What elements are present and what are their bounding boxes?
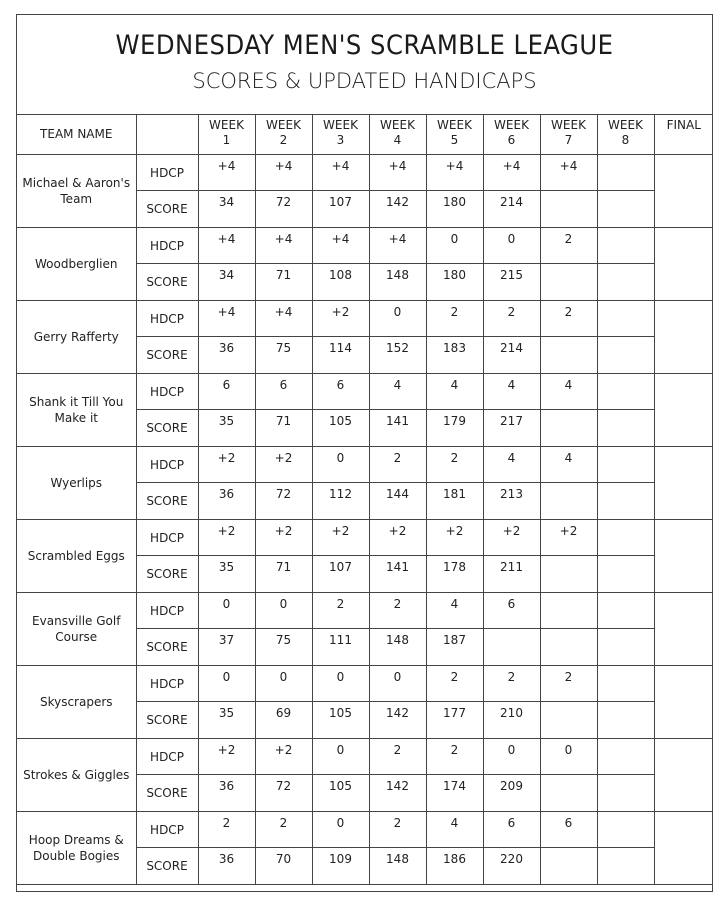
score-cell xyxy=(540,775,597,812)
score-cell: 34 xyxy=(198,191,255,228)
score-label: SCORE xyxy=(136,848,198,885)
hdcp-cell: +2 xyxy=(198,447,255,483)
score-label: SCORE xyxy=(136,483,198,520)
score-cell: 36 xyxy=(198,775,255,812)
score-cell xyxy=(540,556,597,593)
hdcp-cell: 0 xyxy=(312,812,369,848)
team-name: Hoop Dreams & Double Bogies xyxy=(17,812,136,885)
final-cell xyxy=(654,666,713,739)
hdcp-cell: 2 xyxy=(540,301,597,337)
table-body xyxy=(17,155,713,885)
hdcp-cell: 0 xyxy=(312,739,369,775)
hdcp-cell: +2 xyxy=(255,520,312,556)
score-label: SCORE xyxy=(136,556,198,593)
hdcp-cell: 2 xyxy=(198,812,255,848)
hdcp-cell xyxy=(597,301,654,337)
hdcp-cell: +4 xyxy=(255,301,312,337)
score-cell xyxy=(540,264,597,301)
hdcp-label: HDCP xyxy=(136,228,198,264)
hdcp-cell: 2 xyxy=(426,447,483,483)
hdcp-cell: +4 xyxy=(312,155,369,191)
hdcp-cell: 6 xyxy=(255,374,312,410)
score-cell: 148 xyxy=(369,848,426,885)
team-name: Michael & Aaron's Team xyxy=(17,155,136,228)
score-cell: 35 xyxy=(198,556,255,593)
score-cell xyxy=(597,337,654,374)
score-cell: 174 xyxy=(426,775,483,812)
score-cell: 178 xyxy=(426,556,483,593)
hdcp-cell: 2 xyxy=(540,666,597,702)
hdcp-cell: 4 xyxy=(426,812,483,848)
hdcp-cell: +4 xyxy=(255,155,312,191)
score-cell: 215 xyxy=(483,264,540,301)
hdcp-cell: 4 xyxy=(483,374,540,410)
score-cell: 180 xyxy=(426,264,483,301)
hdcp-cell xyxy=(597,374,654,410)
score-label: SCORE xyxy=(136,337,198,374)
score-label: SCORE xyxy=(136,629,198,666)
final-cell xyxy=(654,155,713,228)
hdcp-cell: 2 xyxy=(426,666,483,702)
hdcp-cell: 0 xyxy=(198,666,255,702)
team-name: Wyerlips xyxy=(17,447,136,520)
hdcp-cell xyxy=(597,739,654,775)
score-cell xyxy=(597,556,654,593)
score-cell: 144 xyxy=(369,483,426,520)
score-cell xyxy=(597,848,654,885)
score-cell: 209 xyxy=(483,775,540,812)
final-cell xyxy=(654,374,713,447)
score-cell: 112 xyxy=(312,483,369,520)
hdcp-cell: 2 xyxy=(369,447,426,483)
hdcp-cell: +4 xyxy=(369,155,426,191)
score-cell: 72 xyxy=(255,483,312,520)
score-cell: 148 xyxy=(369,629,426,666)
score-cell: 36 xyxy=(198,337,255,374)
final-cell xyxy=(654,739,713,812)
week-header: WEEK 6 xyxy=(483,115,540,155)
score-cell: 105 xyxy=(312,775,369,812)
score-cell xyxy=(540,410,597,447)
hdcp-cell: 4 xyxy=(369,374,426,410)
score-cell: 34 xyxy=(198,264,255,301)
hdcp-cell: 2 xyxy=(255,812,312,848)
score-cell: 142 xyxy=(369,775,426,812)
final-cell xyxy=(654,812,713,885)
score-cell: 210 xyxy=(483,702,540,739)
score-cell: 152 xyxy=(369,337,426,374)
hdcp-cell xyxy=(540,593,597,629)
score-cell: 111 xyxy=(312,629,369,666)
score-cell xyxy=(597,264,654,301)
hdcp-cell: +2 xyxy=(312,301,369,337)
team-name: Skyscrapers xyxy=(17,666,136,739)
hdcp-cell: 2 xyxy=(369,739,426,775)
hdcp-cell: +2 xyxy=(255,739,312,775)
hdcp-cell: 2 xyxy=(483,301,540,337)
score-label: SCORE xyxy=(136,775,198,812)
hdcp-cell: 0 xyxy=(198,593,255,629)
team-name-header: TEAM NAME xyxy=(17,115,136,155)
score-cell xyxy=(597,702,654,739)
score-cell: 213 xyxy=(483,483,540,520)
hdcp-cell: +4 xyxy=(255,228,312,264)
score-cell: 177 xyxy=(426,702,483,739)
score-cell: 75 xyxy=(255,337,312,374)
hdcp-cell: +4 xyxy=(312,228,369,264)
hdcp-label: HDCP xyxy=(136,155,198,191)
hdcp-cell: 0 xyxy=(312,447,369,483)
hdcp-cell: 0 xyxy=(369,301,426,337)
week-header: WEEK 4 xyxy=(369,115,426,155)
hdcp-cell xyxy=(597,228,654,264)
score-cell: 70 xyxy=(255,848,312,885)
hdcp-cell: +2 xyxy=(483,520,540,556)
title-block xyxy=(17,15,712,115)
table-row-hdcp xyxy=(17,666,713,702)
score-cell: 142 xyxy=(369,191,426,228)
hdcp-cell: 4 xyxy=(540,447,597,483)
score-cell: 141 xyxy=(369,556,426,593)
hdcp-cell: +4 xyxy=(198,301,255,337)
table-row-hdcp xyxy=(17,228,713,264)
hdcp-cell: 2 xyxy=(369,812,426,848)
hdcp-cell: 0 xyxy=(483,739,540,775)
table-row-hdcp xyxy=(17,593,713,629)
page-subtitle: SCORES & UPDATED HANDICAPS xyxy=(192,69,537,93)
hdcp-cell: +4 xyxy=(198,155,255,191)
score-cell xyxy=(597,775,654,812)
label-header xyxy=(136,115,198,155)
score-cell xyxy=(540,702,597,739)
team-name: Shank it Till You Make it xyxy=(17,374,136,447)
score-cell: 75 xyxy=(255,629,312,666)
score-cell xyxy=(540,848,597,885)
score-cell: 72 xyxy=(255,191,312,228)
team-name: Gerry Rafferty xyxy=(17,301,136,374)
hdcp-cell: +2 xyxy=(312,520,369,556)
hdcp-cell: 6 xyxy=(483,812,540,848)
final-cell xyxy=(654,228,713,301)
score-label: SCORE xyxy=(136,264,198,301)
hdcp-cell: +2 xyxy=(426,520,483,556)
hdcp-cell: 2 xyxy=(540,228,597,264)
score-cell: 71 xyxy=(255,410,312,447)
scores-table xyxy=(17,115,713,885)
score-cell: 71 xyxy=(255,264,312,301)
score-cell: 211 xyxy=(483,556,540,593)
final-header: FINAL xyxy=(654,115,713,155)
hdcp-cell: 0 xyxy=(255,666,312,702)
hdcp-cell: 0 xyxy=(312,666,369,702)
hdcp-cell: 2 xyxy=(426,739,483,775)
hdcp-cell: 0 xyxy=(369,666,426,702)
score-cell: 214 xyxy=(483,337,540,374)
header-row xyxy=(17,115,713,155)
score-label: SCORE xyxy=(136,702,198,739)
score-cell: 37 xyxy=(198,629,255,666)
team-name: Woodberglien xyxy=(17,228,136,301)
hdcp-cell: +4 xyxy=(426,155,483,191)
score-cell: 69 xyxy=(255,702,312,739)
score-cell xyxy=(540,483,597,520)
score-cell: 36 xyxy=(198,848,255,885)
score-sheet xyxy=(16,14,713,892)
week-header: WEEK 3 xyxy=(312,115,369,155)
hdcp-cell: 2 xyxy=(312,593,369,629)
hdcp-cell: +2 xyxy=(198,739,255,775)
score-cell: 108 xyxy=(312,264,369,301)
score-cell: 36 xyxy=(198,483,255,520)
table-row-hdcp xyxy=(17,301,713,337)
hdcp-cell: +2 xyxy=(540,520,597,556)
hdcp-cell: 0 xyxy=(255,593,312,629)
score-cell: 71 xyxy=(255,556,312,593)
score-cell: 141 xyxy=(369,410,426,447)
hdcp-cell: 6 xyxy=(483,593,540,629)
hdcp-cell xyxy=(597,812,654,848)
score-cell: 107 xyxy=(312,556,369,593)
hdcp-label: HDCP xyxy=(136,520,198,556)
hdcp-cell: 2 xyxy=(426,301,483,337)
table-row-hdcp xyxy=(17,812,713,848)
table-row-hdcp xyxy=(17,374,713,410)
team-name: Strokes & Giggles xyxy=(17,739,136,812)
score-cell: 183 xyxy=(426,337,483,374)
hdcp-cell: +4 xyxy=(369,228,426,264)
hdcp-label: HDCP xyxy=(136,739,198,775)
hdcp-cell: 6 xyxy=(198,374,255,410)
score-cell: 217 xyxy=(483,410,540,447)
hdcp-cell xyxy=(597,666,654,702)
team-name: Scrambled Eggs xyxy=(17,520,136,593)
table-row-hdcp xyxy=(17,155,713,191)
week-header: WEEK 5 xyxy=(426,115,483,155)
score-cell: 187 xyxy=(426,629,483,666)
score-label: SCORE xyxy=(136,410,198,447)
hdcp-cell: 4 xyxy=(540,374,597,410)
hdcp-cell: +2 xyxy=(255,447,312,483)
score-cell: 109 xyxy=(312,848,369,885)
score-cell xyxy=(597,191,654,228)
score-cell: 35 xyxy=(198,702,255,739)
team-name: Evansville Golf Course xyxy=(17,593,136,666)
hdcp-cell: 0 xyxy=(540,739,597,775)
score-label: SCORE xyxy=(136,191,198,228)
week-header: WEEK 2 xyxy=(255,115,312,155)
hdcp-cell xyxy=(597,520,654,556)
score-cell: 186 xyxy=(426,848,483,885)
page-title: WEDNESDAY MEN'S SCRAMBLE LEAGUE xyxy=(115,30,614,61)
hdcp-label: HDCP xyxy=(136,666,198,702)
hdcp-cell: 6 xyxy=(312,374,369,410)
hdcp-cell: 6 xyxy=(540,812,597,848)
hdcp-cell: 2 xyxy=(483,666,540,702)
hdcp-label: HDCP xyxy=(136,593,198,629)
hdcp-cell: 2 xyxy=(369,593,426,629)
score-cell xyxy=(597,483,654,520)
score-cell: 179 xyxy=(426,410,483,447)
table-row-hdcp xyxy=(17,520,713,556)
score-cell: 220 xyxy=(483,848,540,885)
score-cell xyxy=(597,629,654,666)
score-cell: 72 xyxy=(255,775,312,812)
hdcp-cell: 4 xyxy=(426,374,483,410)
hdcp-cell: +4 xyxy=(540,155,597,191)
score-cell: 105 xyxy=(312,410,369,447)
score-cell xyxy=(483,629,540,666)
hdcp-label: HDCP xyxy=(136,301,198,337)
final-cell xyxy=(654,301,713,374)
final-cell xyxy=(654,593,713,666)
hdcp-label: HDCP xyxy=(136,812,198,848)
score-cell: 35 xyxy=(198,410,255,447)
hdcp-cell: +2 xyxy=(198,520,255,556)
score-cell: 105 xyxy=(312,702,369,739)
hdcp-cell: +4 xyxy=(198,228,255,264)
score-cell: 181 xyxy=(426,483,483,520)
table-row-hdcp xyxy=(17,447,713,483)
score-cell: 114 xyxy=(312,337,369,374)
hdcp-cell: 4 xyxy=(483,447,540,483)
score-cell xyxy=(540,191,597,228)
hdcp-label: HDCP xyxy=(136,447,198,483)
week-header: WEEK 1 xyxy=(198,115,255,155)
score-cell xyxy=(540,337,597,374)
hdcp-cell xyxy=(597,155,654,191)
hdcp-label: HDCP xyxy=(136,374,198,410)
hdcp-cell: 4 xyxy=(426,593,483,629)
hdcp-cell xyxy=(597,447,654,483)
table-row-hdcp xyxy=(17,739,713,775)
score-cell: 180 xyxy=(426,191,483,228)
score-cell: 142 xyxy=(369,702,426,739)
hdcp-cell: +2 xyxy=(369,520,426,556)
hdcp-cell: 0 xyxy=(483,228,540,264)
score-cell: 148 xyxy=(369,264,426,301)
final-cell xyxy=(654,520,713,593)
score-cell: 107 xyxy=(312,191,369,228)
hdcp-cell xyxy=(597,593,654,629)
week-header: WEEK 7 xyxy=(540,115,597,155)
hdcp-cell: 0 xyxy=(426,228,483,264)
hdcp-cell: +4 xyxy=(483,155,540,191)
week-header: WEEK 8 xyxy=(597,115,654,155)
score-cell xyxy=(597,410,654,447)
final-cell xyxy=(654,447,713,520)
score-cell: 214 xyxy=(483,191,540,228)
score-cell xyxy=(540,629,597,666)
